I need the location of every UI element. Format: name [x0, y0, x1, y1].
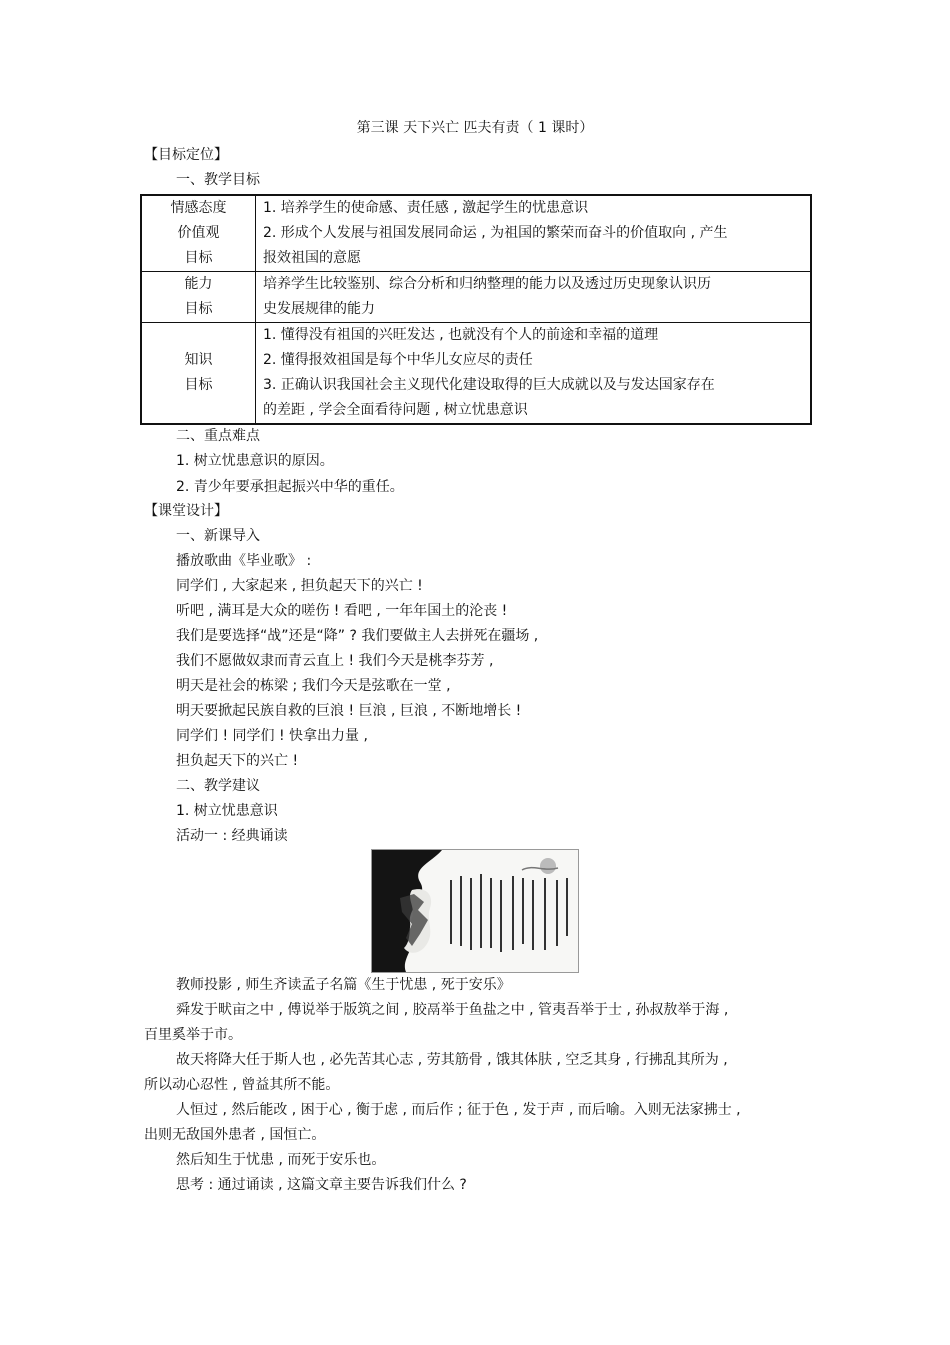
goal-key-knowledge [141, 323, 256, 425]
goal-value-line: 史发展规律的能力 [263, 301, 375, 317]
goal-value-line: 1. 培养学生的使命感、责任感 , 激起学生的忧患意识 [263, 200, 589, 216]
key-points-heading: 二、重点难点 [176, 428, 260, 444]
goal-value-knowledge [256, 323, 812, 425]
song-line: 同学们 ! 同学们 ! 快拿出力量 , [176, 728, 368, 744]
goal-key-ability [141, 272, 256, 323]
image-caption: 教师投影 , 师生齐读孟子名篇《生于忧患 , 死于安乐》 [176, 977, 511, 993]
goal-value-ability [256, 272, 812, 323]
paragraph-line: 所以动心忍性 , 曾益其所不能。 [144, 1077, 340, 1093]
goal-key-emotion [141, 195, 256, 272]
goal-value-line: 的差距 , 学会全面看待问题 , 树立忧患意识 [263, 402, 528, 418]
goal-key-line: 情感态度 [170, 200, 227, 216]
goal-value-line: 培养学生比较鉴别、综合分析和归纳整理的能力以及透过历史现象认识历 [263, 276, 711, 292]
section-design-heading: 【课堂设计】 [144, 503, 228, 519]
key-point-item: 2. 青少年要承担起振兴中华的重任。 [176, 479, 404, 495]
goal-value-line: 1. 懂得没有祖国的兴旺发达 , 也就没有个人的前途和幸福的道理 [263, 327, 659, 343]
goal-value-line: 2. 形成个人发展与祖国发展同命运 , 为祖国的繁荣而奋斗的价值取向 , 产生 [263, 225, 728, 241]
paragraph-line: 然后知生于忧患 , 而死于安乐也。 [176, 1152, 386, 1168]
activity-label: 活动一 : 经典诵读 [176, 828, 288, 844]
table-row [141, 323, 811, 425]
song-line: 明天要掀起民族自救的巨浪 ! 巨浪 , 巨浪 , 不断地增长 ! [176, 703, 522, 719]
goal-key-line: 价值观 [177, 225, 220, 241]
goal-value-emotion [256, 195, 812, 272]
mencius-illustration [371, 849, 579, 973]
goal-value-line: 2. 懂得报效祖国是每个中华儿女应尽的责任 [263, 352, 533, 368]
table-row [141, 195, 811, 272]
song-line: 听吧 , 满耳是大众的嗟伤 ! 看吧 , 一年年国土的沦丧 ! [176, 603, 508, 619]
goal-key-line: 能力 [184, 276, 213, 292]
section-goal-heading: 【目标定位】 [144, 147, 228, 163]
paragraph-line: 人恒过 , 然后能改 , 困于心 , 衡于虑 , 而后作 ; 征于色 , 发于声 , 而后喻。入则无法家拂士 , [176, 1102, 741, 1118]
intro-heading: 一、新课导入 [176, 528, 260, 544]
paragraph-line: 故天将降大任于斯人也 , 必先苦其心志 , 劳其筋骨 , 饿其体肤 , 空乏其身 , 行拂乱其所为 , [176, 1052, 728, 1068]
song-line: 明天是社会的栋梁 ; 我们今天是弦歌在一堂 , [176, 678, 451, 694]
song-line: 同学们 , 大家起来 , 担负起天下的兴亡 ! [176, 578, 423, 594]
think-question: 思考 : 通过诵读 , 这篇文章主要告诉我们什么 ? [176, 1177, 467, 1193]
paragraph-line: 舜发于畎亩之中 , 傅说举于版筑之间 , 胶鬲举于鱼盐之中 , 管夷吾举于士 , 孙叔敖举于海 , [176, 1002, 729, 1018]
goal-key-line: 知识 [184, 352, 213, 368]
page-title: 第三课 天下兴亡 匹夫有责（ 1 课时） [356, 120, 594, 136]
key-point-item: 1. 树立忧患意识的原因。 [176, 453, 334, 469]
goal-key-line: 目标 [184, 250, 213, 266]
song-line: 我们是要选择“战”还是“降” ? 我们要做主人去拼死在疆场 , [176, 628, 539, 644]
ink-painting-image [372, 850, 578, 972]
paragraph-line: 出则无敌国外患者 , 国恒亡。 [144, 1127, 326, 1143]
teaching-goal-heading: 一、教学目标 [176, 172, 260, 188]
paragraph-line: 百里奚举于市。 [144, 1027, 242, 1043]
suggest-heading: 二、教学建议 [176, 778, 260, 794]
suggest-item: 1. 树立忧患意识 [176, 803, 278, 819]
song-line: 我们不愿做奴隶而青云直上 ! 我们今天是桃李芬芳 , [176, 653, 494, 669]
song-intro: 播放歌曲《毕业歌》 : [176, 553, 312, 569]
table-row [141, 272, 811, 323]
goal-key-line: 目标 [184, 377, 213, 393]
goal-value-line: 3. 正确认识我国社会主义现代化建设取得的巨大成就以及与发达国家存在 [263, 377, 715, 393]
goals-table [140, 194, 812, 425]
goal-value-line: 报效祖国的意愿 [263, 250, 361, 266]
song-line: 担负起天下的兴亡 ! [176, 753, 299, 769]
goal-key-line: 目标 [184, 301, 213, 317]
